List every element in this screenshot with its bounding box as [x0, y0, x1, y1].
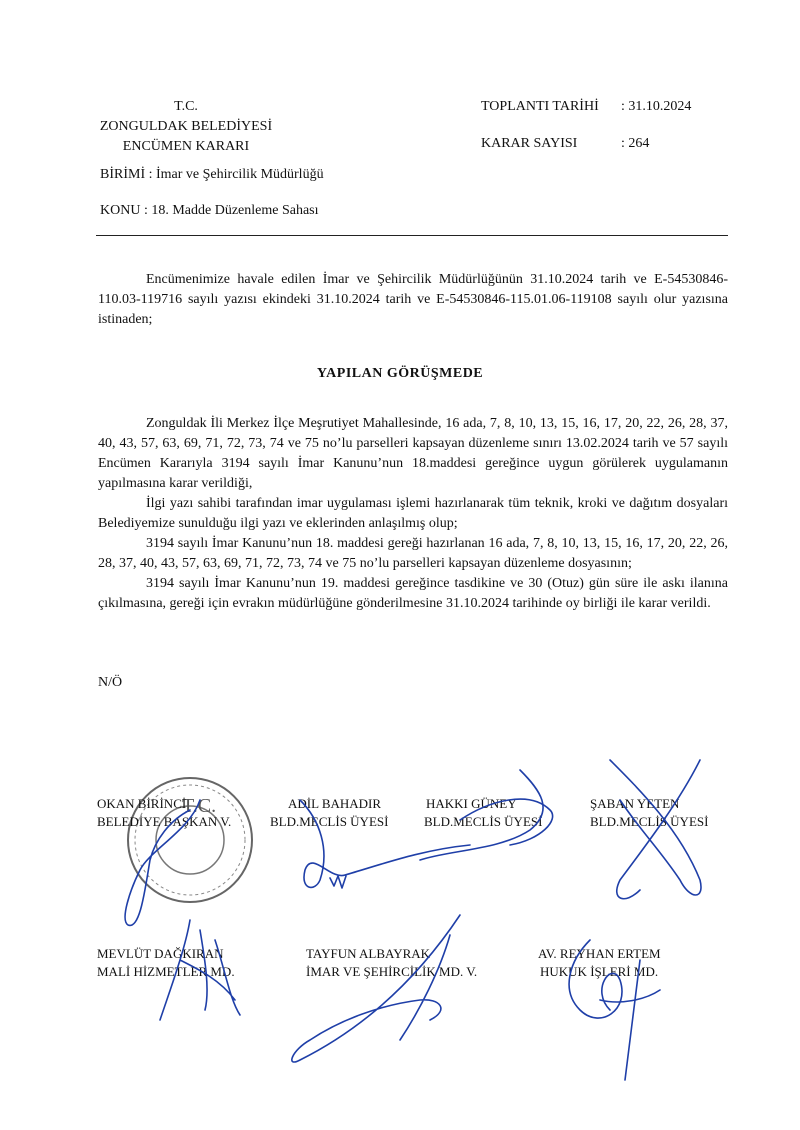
signature-tayfun-albayrak-icon — [292, 915, 460, 1062]
institution-header — [96, 97, 276, 157]
signatory-title: BELEDİYE BAŞKAN V. — [97, 814, 232, 829]
signatory-name: ŞABAN YETEN — [590, 796, 680, 811]
meeting-date-row — [481, 97, 691, 117]
signatory-name: TAYFUN ALBAYRAK — [306, 946, 431, 961]
seal-text: T.C. — [182, 795, 217, 817]
body-paragraph: 3194 sayılı İmar Kanunu’nun 18. maddesi gereği hazırlanan 16 ada, 7, 8, 10, 13, 15, 16, 17, 20, 22, 26, 28, 37, 40, 43, 57, 63, 69, 71, 72, 73, 74 ve 75 no’lu parselleri kapsayan düzenleme dosyasının; — [98, 536, 728, 571]
body-paragraph: 3194 sayılı İmar Kanunu’nun 19. maddesi gereğince tasdikine ve 30 (Otuz) gün süre ile askı ilanına çıkılmasına, gereği için evrakın müdürlüğüne gönderilmesine 31.10.2024 tarihinde oy birliği ile karar verildi. — [98, 576, 728, 611]
signatory-okan-birinci — [97, 795, 231, 831]
signatory-tayfun-albayrak — [306, 945, 477, 981]
subject-line: KONU : 18. Madde Düzenleme Sahası — [100, 203, 319, 218]
decision-number-row — [481, 134, 691, 154]
meeting-date-label: TOPLANTI TARİHİ — [481, 99, 599, 114]
signatory-title: BLD.MECLİS ÜYESİ — [270, 814, 389, 829]
header-line-tc: T.C. — [174, 99, 198, 114]
decision-info — [481, 97, 691, 154]
signatory-name: HAKKI GÜNEY — [426, 796, 517, 811]
signatory-title: HUKUK İŞLERİ MD. — [540, 964, 659, 979]
signatory-name: AV. REYHAN ERTEM — [538, 946, 661, 961]
intro-paragraph — [98, 270, 728, 330]
header-divider — [96, 235, 728, 236]
body-paragraph: İlgi yazı sahibi tarafından imar uygulaması işlemi hazırlanarak tüm teknik, kroki ve dağıtım dosyaları Belediyemize sunulduğu ilgi yazı ve eklerinden anlaşılmış olup; — [98, 496, 728, 531]
note-label: N/Ö — [98, 675, 123, 690]
signatory-title: MALİ HİZMETLER MD. — [97, 964, 235, 979]
meeting-date-value: : 31.10.2024 — [621, 99, 692, 114]
signatory-saban-yeten — [590, 795, 708, 831]
header-line-municipality: ZONGULDAK BELEDİYESİ — [99, 119, 273, 134]
signatory-hakki-guney — [424, 795, 542, 831]
signatory-name: MEVLÜT DAĞKIRAN — [97, 946, 224, 961]
intro-text: Encümenimize havale edilen İmar ve Şehircilik Müdürlüğünün 31.10.2024 tarih ve E-54530846-110.03-119716 sayılı yazısı ekindeki 31.10.2024 tarih ve E-54530846-115.01.06-119108 sayılı olur yazısına istinaden; — [98, 272, 728, 327]
unit-line: BİRİMİ : İmar ve Şehircilik Müdürlüğü — [100, 167, 324, 182]
signatory-name: ADİL BAHADIR — [288, 796, 382, 811]
signatory-reyhan-ertem — [538, 945, 661, 981]
decision-body — [98, 414, 728, 614]
signatory-title: BLD.MECLİS ÜYESİ — [590, 814, 709, 829]
decision-number-value: : 264 — [621, 136, 650, 151]
header-line-document-type: ENCÜMEN KARARI — [122, 139, 250, 154]
decision-number-label: KARAR SAYISI — [481, 136, 578, 151]
signatory-adil-bahadir — [270, 795, 388, 831]
signatory-title: BLD.MECLİS ÜYESİ — [424, 814, 543, 829]
signatory-title: İMAR VE ŞEHİRCİLİK MD. V. — [306, 964, 478, 979]
signatory-name: OKAN BİRİNCİ — [97, 796, 187, 811]
signatory-mevlut-dagkiran — [97, 945, 235, 981]
section-title: YAPILAN GÖRÜŞMEDE — [316, 366, 484, 381]
body-paragraph: Zonguldak İli Merkez İlçe Meşrutiyet Mahallesinde, 16 ada, 7, 8, 10, 13, 15, 16, 17, 20, 22, 26, 28, 37, 40, 43, 57, 63, 69, 71, 72, 73, 74 ve 75 no’lu parselleri kapsayan düzenleme sınırı 13.02.2024 tarih ve 57 sayılı Encümen Kararıyla 3194 sayılı İmar Kanunu’nun 18.maddesi gereğince uygun görülerek uygulamanın yapılmasına karar verildiği, — [98, 416, 728, 491]
official-seal-icon — [120, 770, 260, 910]
